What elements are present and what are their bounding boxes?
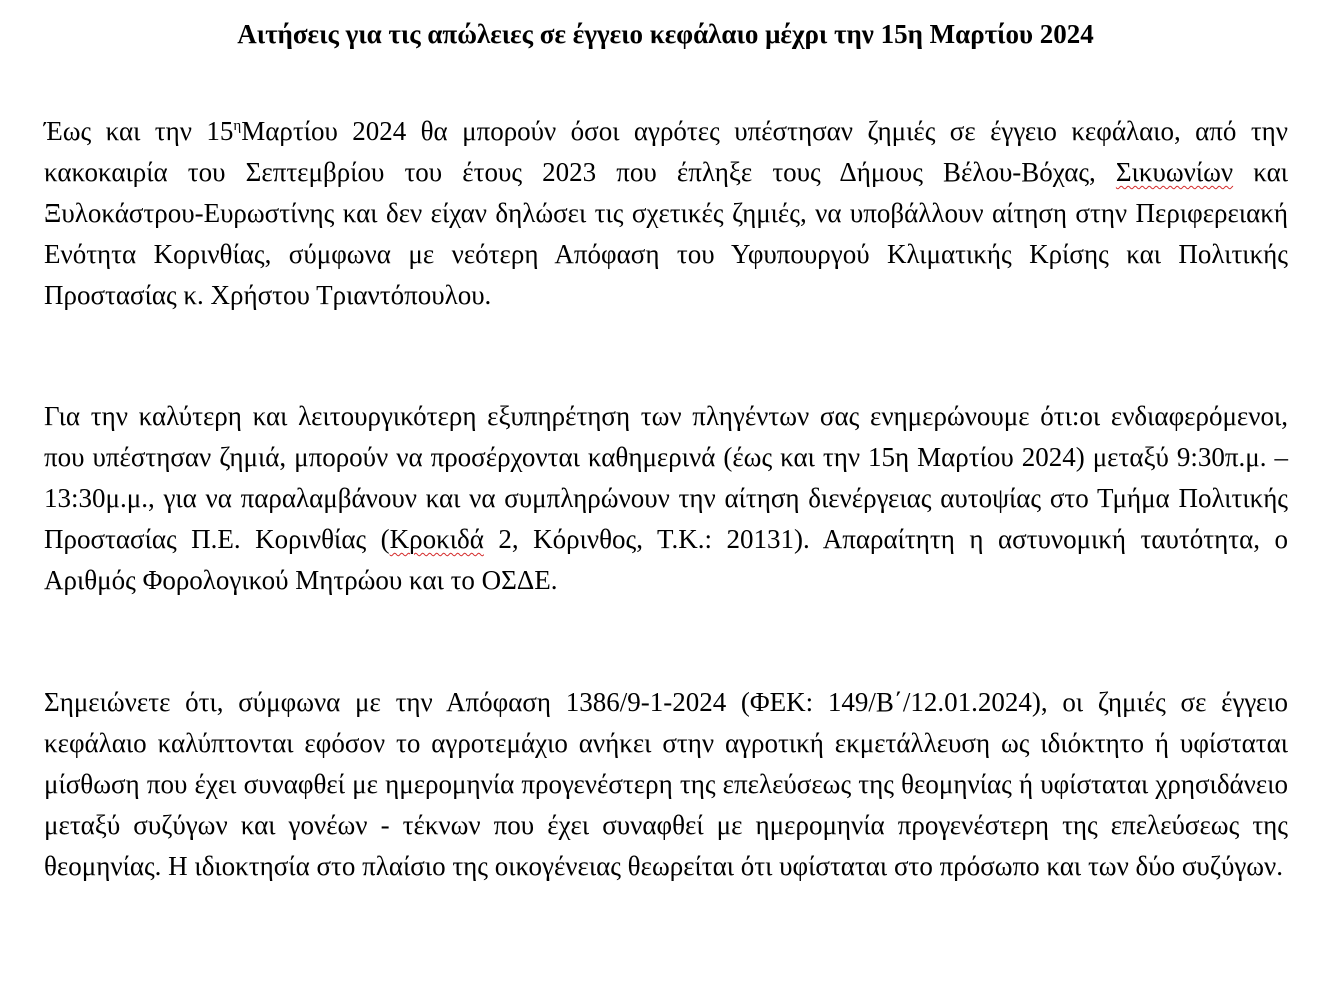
document-title: Αιτήσεις για τις απώλειες σε έγγειο κεφάλαιο μέχρι την 15η Μαρτίου 2024 — [237, 19, 1094, 49]
paragraph-procedure — [44, 396, 1288, 601]
spellcheck-word-krokida: Κροκιδά — [389, 524, 484, 554]
paragraph-coverage-note: Σημειώνετε ότι, σύμφωνα με την Απόφαση 1386/9-1-2024 (ΦΕΚ: 149/Β΄/12.01.2024), οι ζημιές σε έγγειο κεφάλαιο καλύπτονται εφόσον το αγροτεμάχιο ανήκει στην αγροτική εκμετάλλευση ως ιδιόκτητο ή υφίσταται μίσθωση που έχει συναφθεί με ημερομηνία προγενέστερη της επελεύσεως της θεομηνίας ή υφίσταται χρησιδάνειο μεταξύ συζύγων και γονέων - τέκνων που έχει συναφθεί με ημερομηνία προγενέστερη της επελεύσεως της θεομηνίας. Η ιδιοκτησία στο πλαίσιο της οικογένειας θεωρείται ότι υφίσταται στο πρόσωπο και των δύο συζύγων. — [44, 687, 1288, 881]
paragraph-procedure-text-a: Για την καλύτερη και λειτουργικότερη εξυπηρέτηση των πληγέντων σας ενημερώνουμε ότι:οι ενδιαφερόμενοι, που υπέστησαν ζημιά, μπορούν να προσέρχονται καθημερινά (έως και την 15η Μαρτίου 2024) μεταξύ 9:30π.μ. – 13:30μ.μ., για να παραλαμβάνουν και να συμπληρώνουν την αίτηση διενέργειας αυτοψίας στο Τμήμα Πολιτικής Προστασίας Π.Ε. Κορινθίας ( — [44, 401, 1288, 554]
spellcheck-word-sikyonion: Σικυωνίων — [1115, 157, 1234, 187]
paragraph-deadline — [44, 111, 1288, 316]
paragraph-deadline-text-c: και Ξυλοκάστρου-Ευρωστίνης και δεν είχαν δηλώσει τις σχετικές ζημιές, να υποβάλλουν αίτηση στην Περιφερειακή Ενότητα Κορινθίας, σύμφωνα με νεότερη Απόφαση του Υφυπουργού Κλιματικής Κρίσης και Πολιτικής Προστασίας κ. Χρήστου Τριαντόπουλου. — [44, 157, 1289, 310]
paragraph-deadline-text-b: Μαρτίου 2024 θα μπορούν όσοι αγρότες υπέστησαν ζημιές σε έγγειο κεφάλαιο, από την κακοκαιρία του Σεπτεμβρίου του έτους 2023 που έπληξε τους Δήμους Βέλου-Βόχας, — [44, 116, 1288, 187]
paragraph-procedure-text-b: 2, Κόρινθος, Τ.Κ.: 20131). Απαραίτητη η αστυνομική ταυτότητα, ο Αριθμός Φορολογικού Μητρώου και το ΟΣΔΕ. — [44, 524, 1288, 595]
ordinal-superscript: η — [233, 118, 242, 134]
paragraph-deadline-text-a: Έως και την 15 — [44, 116, 234, 146]
